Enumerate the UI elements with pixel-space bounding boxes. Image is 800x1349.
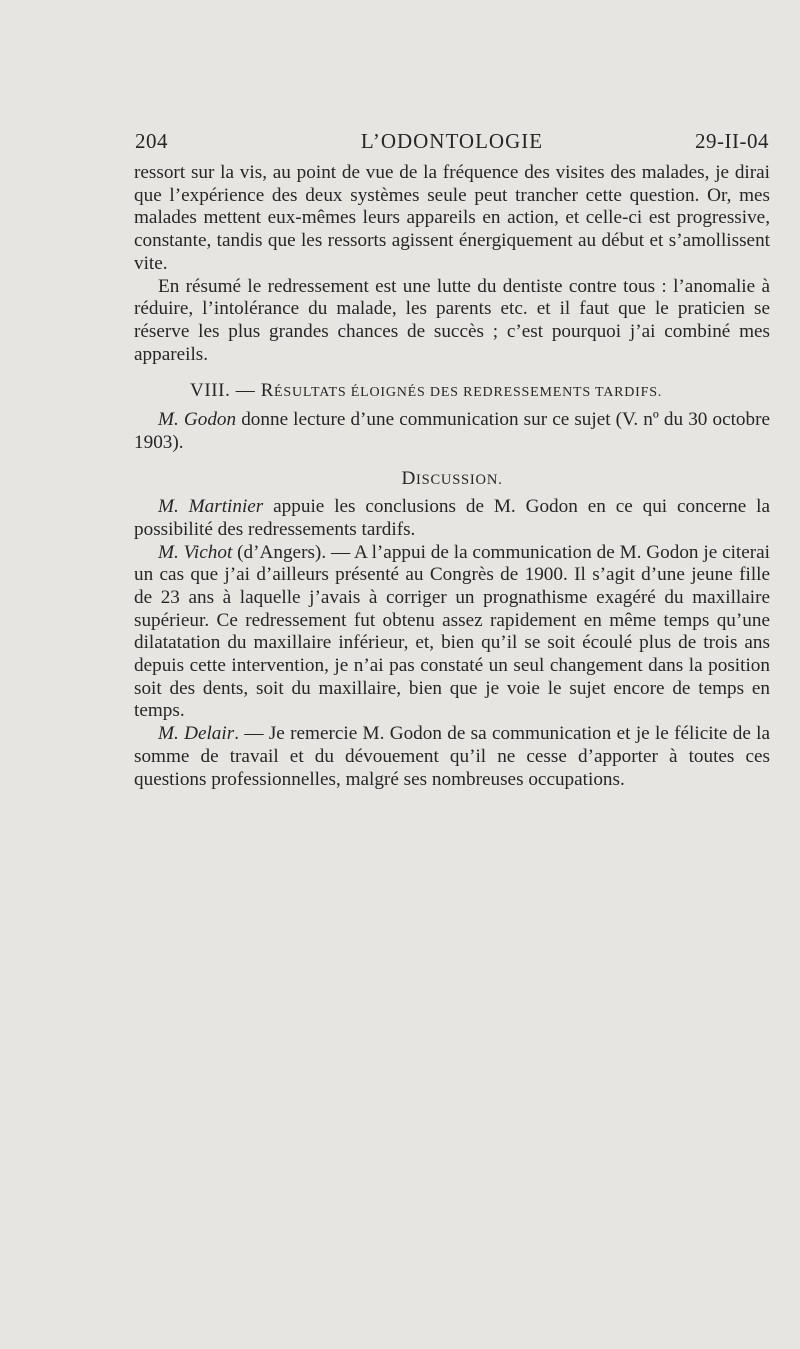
paragraph-text: (d’Angers). — A l’appui de la communication de M. Godon je citerai un cas que j’ai d’ailleurs présenté au Congrès de 1900. Il s’agit d’une jeune fille de 23 ans à laquelle j’avais à corriger un prognathisme exagéré du maxillaire supérieur. Ce redressement fut obtenu assez rapidement en même temps qu’une dilatatation du maxillaire inférieur, et, bien qu’il se soit écoulé plus de trois ans depuis cette intervention, je n’ai pas constaté un seul changement dans la position soit des dents, soit du maxillaire, bien que je voie le sujet encore de temps en temps. (134, 541, 770, 722)
speaker-name: M. Godon (158, 409, 237, 431)
paragraph-vichot (134, 542, 770, 724)
paragraph-summary: En résumé le redressement est une lutte du dentiste contre tous : l’anomalie à réduire, l’intolérance du malade, les parents etc. et il faut que le praticien se réserve les plus grandes chances de succès ; c’est pourquoi j’ai combiné mes appareils. (134, 275, 770, 365)
speaker-name: M. Delair (158, 723, 235, 745)
paragraph-godon (134, 409, 770, 454)
journal-title: L’ODONTOLOGIE (360, 129, 544, 153)
discussion-heading (134, 468, 770, 492)
paragraph-text: donne lecture d’une communication sur ce sujet (V. nº du 30 octobre 1903). (134, 409, 771, 453)
body-text (134, 162, 770, 791)
section-title-rest: ÉSULTATS ÉLOIGNÉS DES REDRESSEMENTS TARDIFS. (274, 385, 663, 401)
discussion-rest: ISCUSSION. (415, 472, 503, 489)
paragraph-text: appuie les conclusions de M. Godon en ce qui concerne la possibilité des redressements tardifs. (134, 496, 770, 540)
issue-date: 29-II-04 (695, 129, 769, 153)
speaker-name: M. Vichot (158, 541, 233, 563)
paragraph-continuation: ressort sur la vis, au point de vue de la fréquence des visites des malades, je dirai que l’expérience des deux systèmes seule peut trancher cette question. Or, mes malades mettent eux-mêmes leurs appareils en action, et celle-ci est progressive, constante, tandis que les ressorts agissent énergiquement au début et s’amollissent vite. (134, 162, 770, 274)
paragraph-delair (134, 723, 770, 791)
section-title-initial: R (260, 380, 275, 402)
section-heading (134, 380, 770, 405)
paragraph-text: . — Je remercie M. Godon de sa communication et je le félicite de la somme de travail et du dévouement qu’il ne cesse d’apporter à toutes ces questions professionnelles, malgré ses nombreuses occupations. (134, 723, 770, 790)
paragraph-martinier (134, 496, 770, 541)
speaker-name: M. Martinier (158, 496, 264, 518)
page-number: 204 (135, 129, 168, 153)
discussion-initial: D (401, 468, 416, 490)
section-numeral: VIII. — (190, 380, 261, 402)
running-header (135, 129, 769, 157)
